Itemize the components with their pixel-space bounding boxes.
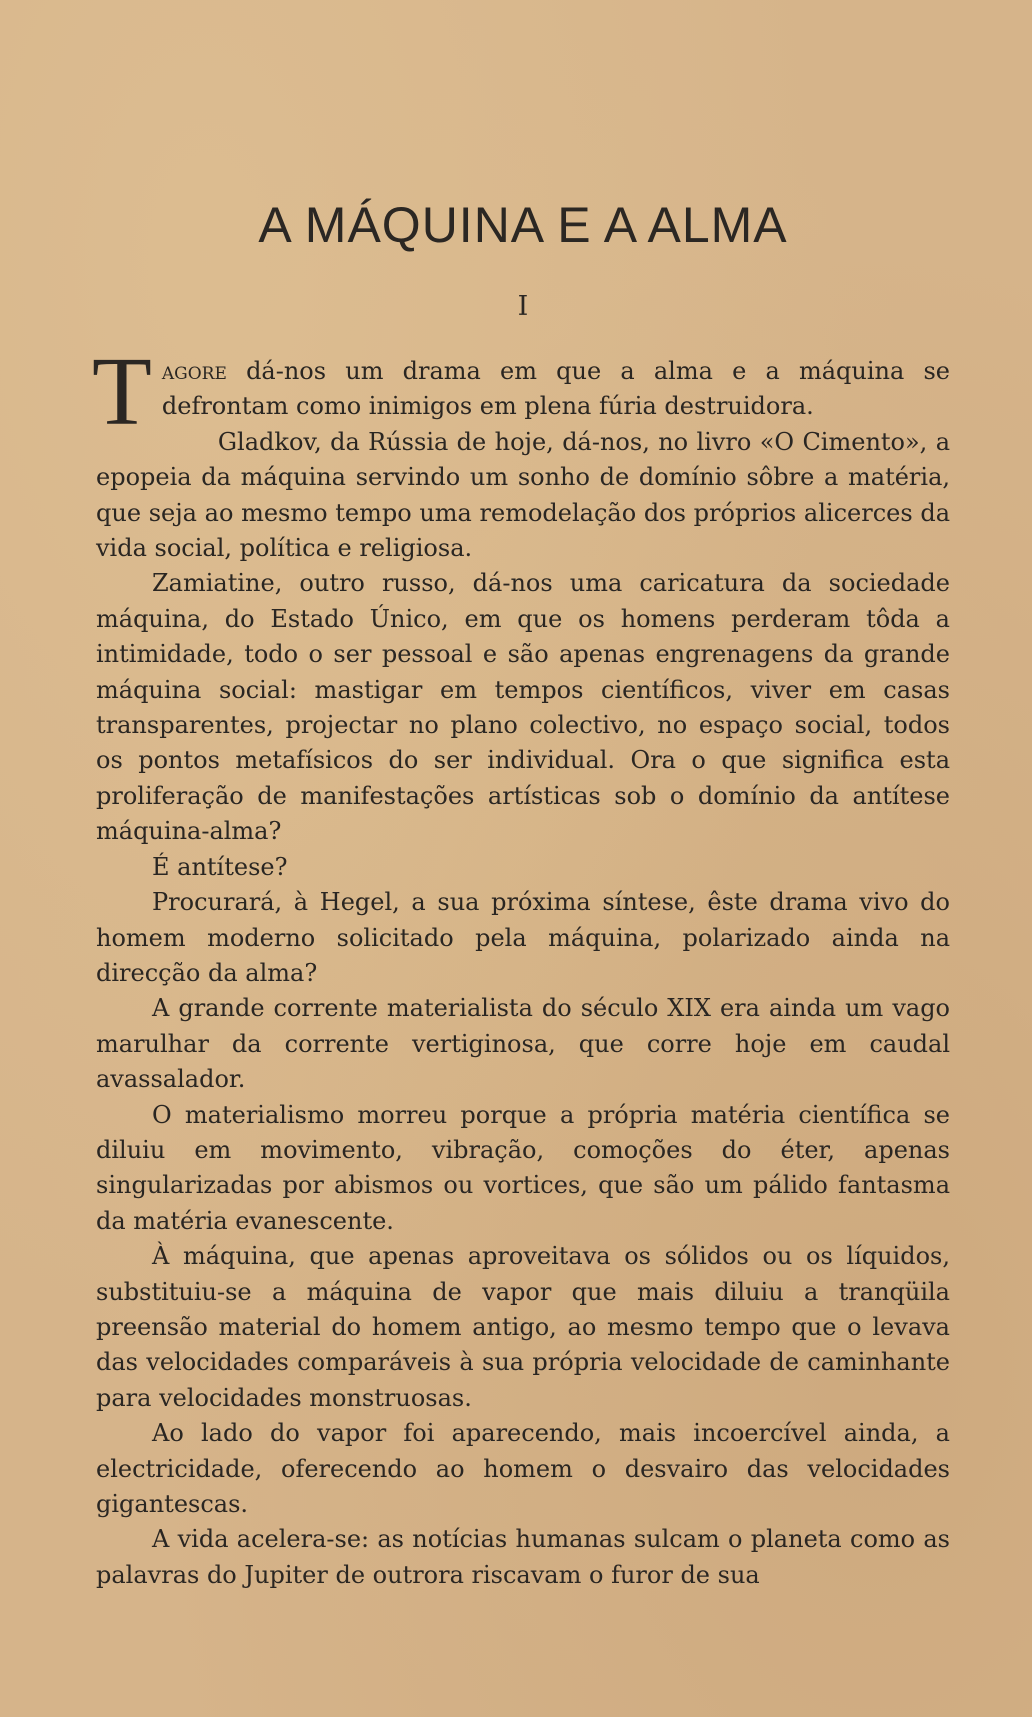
paragraph-7: O materialismo morreu porque a própria matéria científica se diluiu em movimento, vibração, comoções do éter, apenas singularizadas por abismos ou vortices, que são um pálido fantasma da matéria evanescente. [96,1100,950,1235]
paragraph-2: Gladkov, da Rússia de hoje, dá-nos, no livro «O Cimento», a epopeia da máquina servindo um sonho de domínio sôbre a matéria, que seja ao mesmo tempo uma remodelação dos próprios alicerces da vida social, política e religiosa. [96,427,950,563]
chapter-title: A MÁQUINA E A ALMA [258,197,788,253]
paragraph-10: A vida acelera-se: as notícias humanas sulcam o planeta como as palavras do Jupiter de outrora riscavam o furor de sua [96,1525,950,1589]
body-text [92,338,950,1593]
paragraph-8: À máquina, que apenas aproveitava os sólidos ou os líquidos, substituiu-se a máquina de vapor que mais diluiu a tranqüila preensão material do homem antigo, ao mesmo tempo que o levava das velocidades comparáveis à sua própria velocidade de caminhante para velocidades monstruosas. [96,1242,950,1412]
paragraph-1 [92,338,950,446]
paragraph-5: Procurará, à Hegel, a sua próxima síntese, êste drama vivo do homem moderno solicitado pela máquina, polarizado ainda na direcção da alma? [96,888,950,987]
book-page [92,0,950,1717]
paragraph-4: É antítese? [152,852,288,881]
paragraph-9: Ao lado do vapor foi aparecendo, mais incoercível ainda, a electricidade, oferecendo ao homem o desvairo das velocidades gigantescas. [96,1419,950,1518]
lead-word: agore [161,357,227,385]
drop-cap: T [92,338,152,446]
section-numeral: I [517,291,529,322]
paragraph-1-text: dá-nos um drama em que a alma e a máquina se defrontam como inimigos em plena fúria destruidora. [161,357,950,421]
paragraph-6: A grande corrente materialista do século XIX era ainda um vago marulhar da corrente vertiginosa, que corre hoje em caudal avassalador. [96,994,950,1094]
paragraph-3: Zamiatine, outro russo, dá-nos uma caricatura da sociedade máquina, do Estado Único, em que os homens perderam tôda a intimidade, todo o ser pessoal e são apenas engrenagens da grande máquina social: mastigar em tempos científicos, viver em casas transparentes, projectar no plano colectivo, no espaço social, todos os pontos metafísicos do ser individual. Ora o que significa esta proliferação de manifestações artísticas sob o domínio da antítese máquina-alma? [96,569,950,846]
